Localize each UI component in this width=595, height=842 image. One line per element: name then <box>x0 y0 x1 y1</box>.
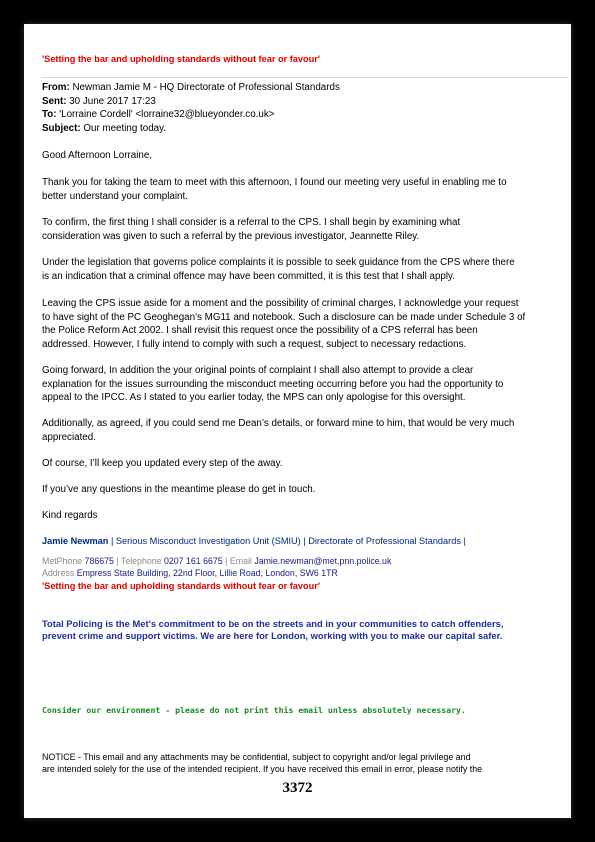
address-value: Empress State Building, 22nd Floor, Lillie Road, London, SW6 1TR <box>76 568 338 578</box>
paragraph-5-wrap <box>42 364 562 405</box>
paragraph-1-wrap <box>42 176 562 203</box>
email-page <box>24 24 571 818</box>
paragraph-7-wrap <box>42 457 562 471</box>
paragraph-4: Leaving the CPS issue aside for a moment and the possibility of criminal charges, I acknowledge your request to have sight of the PC Geoghegan’s MG11 and notebook. Such a disclosure can be made under Schedule 3 of the Police Reform Act 2002. I shall revisit this request once the possibility of a CPS referral has been addressed. However, I fully intend to comply with such a request, subject to necessary redactions. <box>42 298 526 350</box>
header-divider <box>41 77 568 78</box>
to-label: To: <box>42 109 57 120</box>
closing-wrap <box>42 509 562 523</box>
from-label: From: <box>42 82 70 93</box>
email-label: | Email <box>222 556 255 566</box>
signature-tagline: 'Setting the bar and upholding standards without fear or favour' <box>42 581 320 591</box>
to-line <box>42 108 274 122</box>
paragraph-6: Additionally, as agreed, if you could send me Dean’s details, or forward mine to him, that would be very much appreciated. <box>42 418 515 443</box>
total-policing-statement: Total Policing is the Met's commitment to be on the streets and in your communities to catch offenders, prevent crime and support victims. We are here for London, working with you to make our capital safer. <box>42 618 504 641</box>
from-value: Newman Jamie M - HQ Directorate of Professional Standards <box>72 82 340 93</box>
sent-value: 30 June 2017 17:23 <box>69 95 156 107</box>
signature-line-1 <box>42 536 466 546</box>
paragraph-6-wrap <box>42 417 562 444</box>
signature-line-2 <box>42 556 391 566</box>
paragraph-8: If you’ve any questions in the meantime please do get in touch. <box>42 484 316 495</box>
paragraph-3: Under the legislation that governs police complaints it is possible to seek guidance from the CPS where there is an indication that a criminal offence may have been committed, it is this test that I shall apply. <box>42 257 515 282</box>
signature-unit: | Serious Misconduct Investigation Unit (SMIU) | Directorate of Professional Standards | <box>108 536 466 546</box>
legal-notice: NOTICE - This email and any attachments may be confidential, subject to copyright and/or legal privilege and are intended solely for the use of the intended recipient. If you have received this email in error, please notify the <box>42 752 483 774</box>
sent-line <box>42 95 156 109</box>
email-body <box>42 149 562 163</box>
greeting: Good Afternoon Lorraine, <box>42 150 153 161</box>
sent-label: Sent: <box>42 95 67 107</box>
signature-name: Jamie Newman <box>42 536 109 546</box>
paragraph-8-wrap <box>42 483 562 497</box>
signature-line-3 <box>42 568 338 578</box>
from-line <box>42 81 340 95</box>
paragraph-4-wrap <box>42 297 562 351</box>
paragraph-1: Thank you for taking the team to meet with this afternoon, I found our meeting very useful in enabling me to better understand your complaint. <box>42 177 507 202</box>
telephone-label: | Telephone <box>113 556 164 566</box>
page-number: 3372 <box>282 780 313 796</box>
subject-value: Our meeting today. <box>83 122 166 134</box>
paragraph-3-wrap <box>42 256 562 283</box>
tagline-top: 'Setting the bar and upholding standards without fear or favour' <box>42 54 320 64</box>
subject-line <box>42 122 166 136</box>
paragraph-7: Of course, I’ll keep you updated every step of the away. <box>42 458 283 469</box>
metphone-label: MetPhone <box>42 556 85 566</box>
to-value: 'Lorraine Cordell' <lorraine32@blueyonder.co.uk> <box>59 109 275 120</box>
address-label: Address <box>42 568 77 578</box>
paragraph-2: To confirm, the first thing I shall consider is a referral to the CPS. I shall begin by examining what consideration was given to such a referral by the previous investigator, Jeannette Riley. <box>42 217 461 242</box>
paragraph-5: Going forward, In addition the your original points of complaint I shall also attempt to provide a clear explanation for the issues surrounding the misconduct meeting occurring before you had the opportunity to appeal to the IPCC. As I stated to you earlier today, the MPS can only apologise for this oversight. <box>42 365 504 403</box>
email-link[interactable]: Jamie.newman@met.pnn.police.uk <box>254 556 392 566</box>
subject-label: Subject: <box>42 122 81 134</box>
telephone-value: 0207 161 6675 <box>163 556 223 566</box>
paragraph-2-wrap <box>42 216 562 243</box>
environment-notice: Consider our environment - please do not print this email unless absolutely necessary. <box>42 705 466 715</box>
closing: Kind regards <box>42 510 98 521</box>
metphone-value: 786675 <box>84 556 114 566</box>
